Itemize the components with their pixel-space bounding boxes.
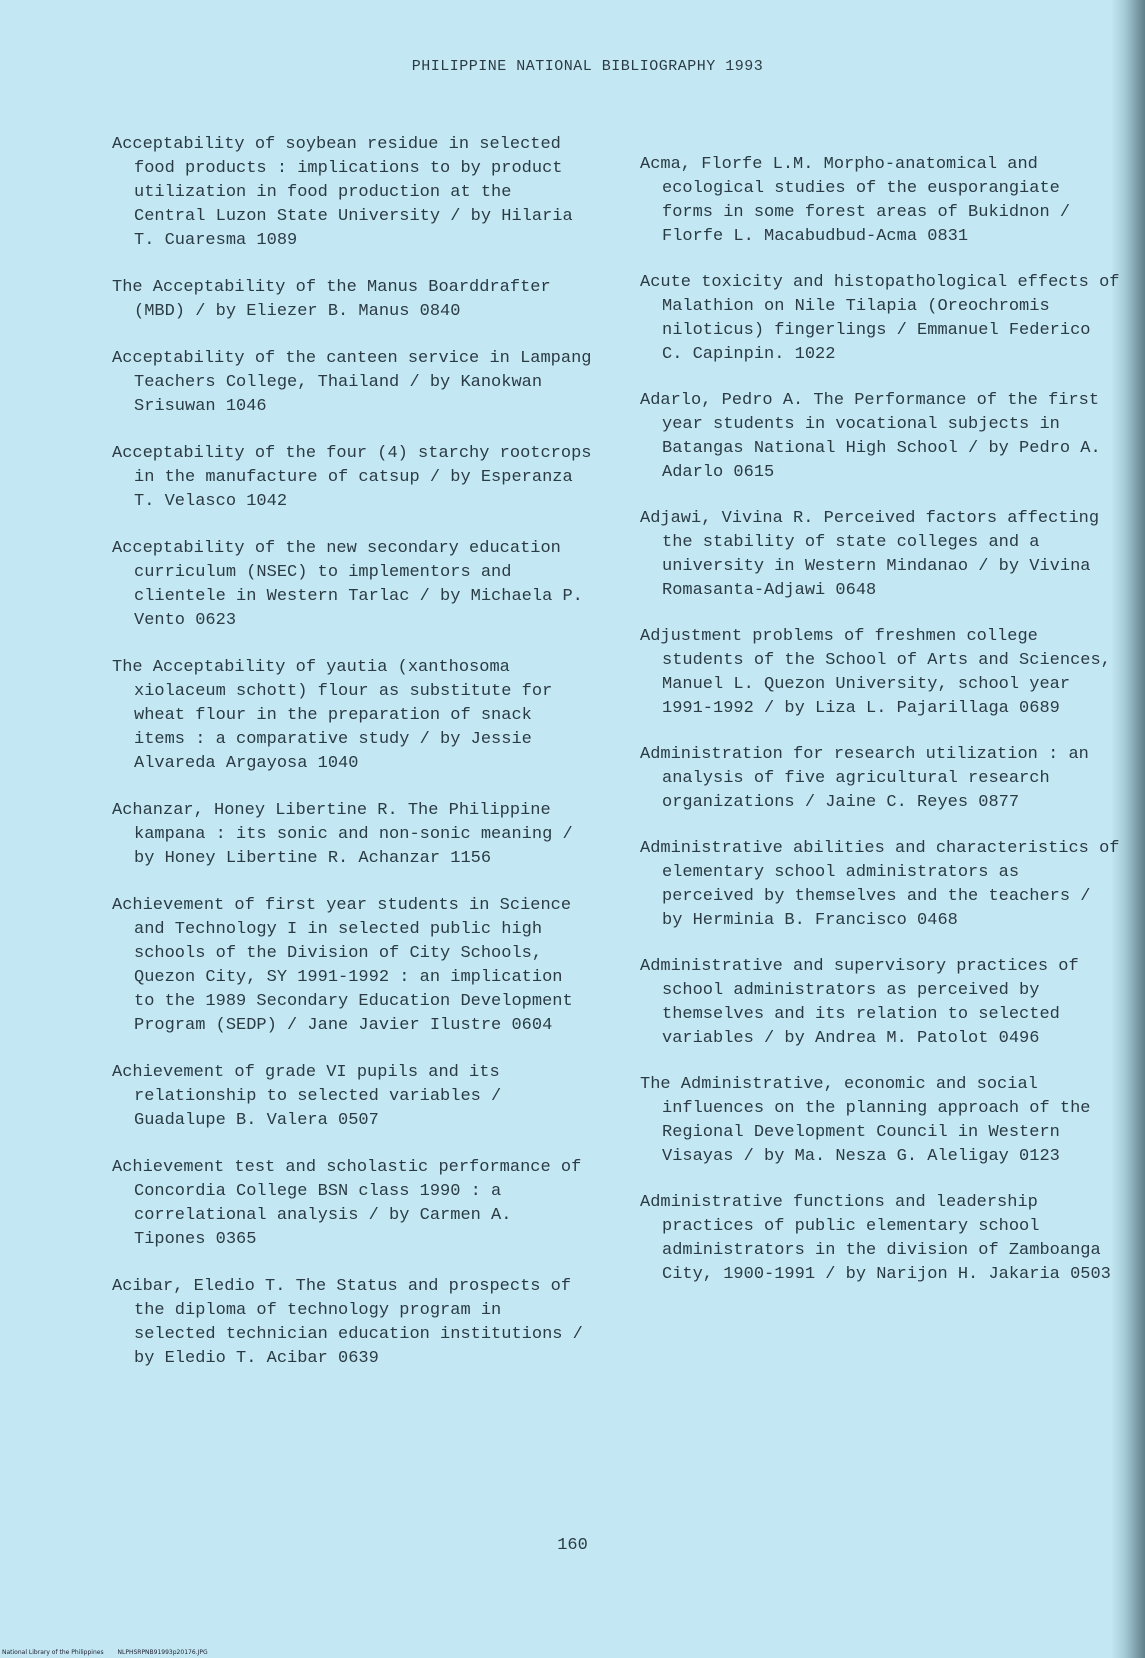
bibliography-entry: Acceptability of soybean residue in selected food products : implications to by product utilization in food production at the Central Luzon State University / by Hilaria T. Cuaresma 1089 [112,135,573,250]
bibliography-entry: Administrative functions and leadership practices of public elementary school administrators in the division of Zamboanga City, 1900-1991 / by Narijon H. Jakaria 0503 [640,1193,1111,1284]
bibliography-entry: Adjawi, Vivina R. Perceived factors affecting the stability of state colleges and a university in Western Mindanao / by Vivina Romasanta-Adjawi 0648 [640,509,1100,600]
bibliography-entry: Administrative and supervisory practices of school administrators as perceived by themselves and its relation to selected variables / by Andrea M. Patolot 0496 [640,957,1079,1048]
left-column [112,133,592,1394]
bibliography-entry: Adarlo, Pedro A. The Performance of the first year students in vocational subjects in Batangas National High School / by Pedro A. Adarlo 0615 [640,391,1101,482]
bibliography-entry: The Acceptability of the Manus Boarddrafter (MBD) / by Eliezer B. Manus 0840 [112,278,551,321]
bibliography-entry: Achievement of first year students in Science and Technology I in selected public high schools of the Division of City Schools, Quezon City, SY 1991-1992 : an implication to the 1989 Secondary Education Development Program (SEDP) / Jane Javier Ilustre 0604 [112,896,573,1035]
bibliography-entry: Achievement of grade VI pupils and its relationship to selected variables / Guadalupe B. Valera 0507 [112,1063,502,1130]
bibliography-entry: Administrative abilities and characteristics of elementary school administrators as perceived by themselves and the teachers / by Herminia B. Francisco 0468 [640,839,1120,930]
bibliography-entry: Achievement test and scholastic performance of Concordia College BSN class 1990 : a correlational analysis / by Carmen A. Tipones 0365 [112,1158,582,1249]
bibliography-entry: Acute toxicity and histopathological effects of Malathion on Nile Tilapia (Oreochromis niloticus) fingerlings / Emmanuel Federico C. Capinpin. 1022 [640,273,1120,364]
bibliography-entry: Achanzar, Honey Libertine R. The Philippine kampana : its sonic and non-sonic meaning / by Honey Libertine R. Achanzar 1156 [112,801,573,868]
footer-filename: NLPHSRPNB91993p20176.JPG [117,1649,208,1656]
footer-library: National Library of the Philippines [2,1649,104,1656]
bibliography-entry: The Administrative, economic and social influences on the planning approach of the Regional Development Council in Western Visayas / by Ma. Nesza G. Aleligay 0123 [640,1075,1091,1166]
bibliography-entry: Acceptability of the new secondary education curriculum (NSEC) to implementors and clientele in Western Tarlac / by Michaela P. Vento 0623 [112,539,583,630]
bibliography-entry: Acceptability of the four (4) starchy rootcrops in the manufacture of catsup / by Esperanza T. Velasco 1042 [112,444,592,511]
bibliography-entry: Acibar, Eledio T. The Status and prospects of the diploma of technology program in selected technician education institutions / by Eledio T. Acibar 0639 [112,1277,583,1368]
bibliography-entry: Adjustment problems of freshmen college students of the School of Arts and Sciences, Manuel L. Quezon University, school year 1991-1992 / by Liza L. Pajarillaga 0689 [640,627,1111,718]
scan-footer [2,1649,220,1656]
page-number: 160 [557,1536,588,1555]
bibliography-entry: Acma, Florfe L.M. Morpho-anatomical and ecological studies of the eusporangiate forms in some forest areas of Bukidnon / Florfe L. Macabudbud-Acma 0831 [640,155,1071,246]
bibliography-entry: The Acceptability of yautia (xanthosoma xiolaceum schott) flour as substitute for wheat flour in the preparation of snack items : a comparative study / by Jessie Alvareda Argayosa 1040 [112,658,553,773]
bibliography-entry: Administration for research utilization : an analysis of five agricultural research organizations / Jaine C. Reyes 0877 [640,745,1089,812]
page-header: PHILIPPINE NATIONAL BIBLIOGRAPHY 1993 [411,58,764,75]
right-column [640,153,1120,1309]
bibliography-entry: Acceptability of the canteen service in Lampang Teachers College, Thailand / by Kanokwan Srisuwan 1046 [112,349,592,416]
